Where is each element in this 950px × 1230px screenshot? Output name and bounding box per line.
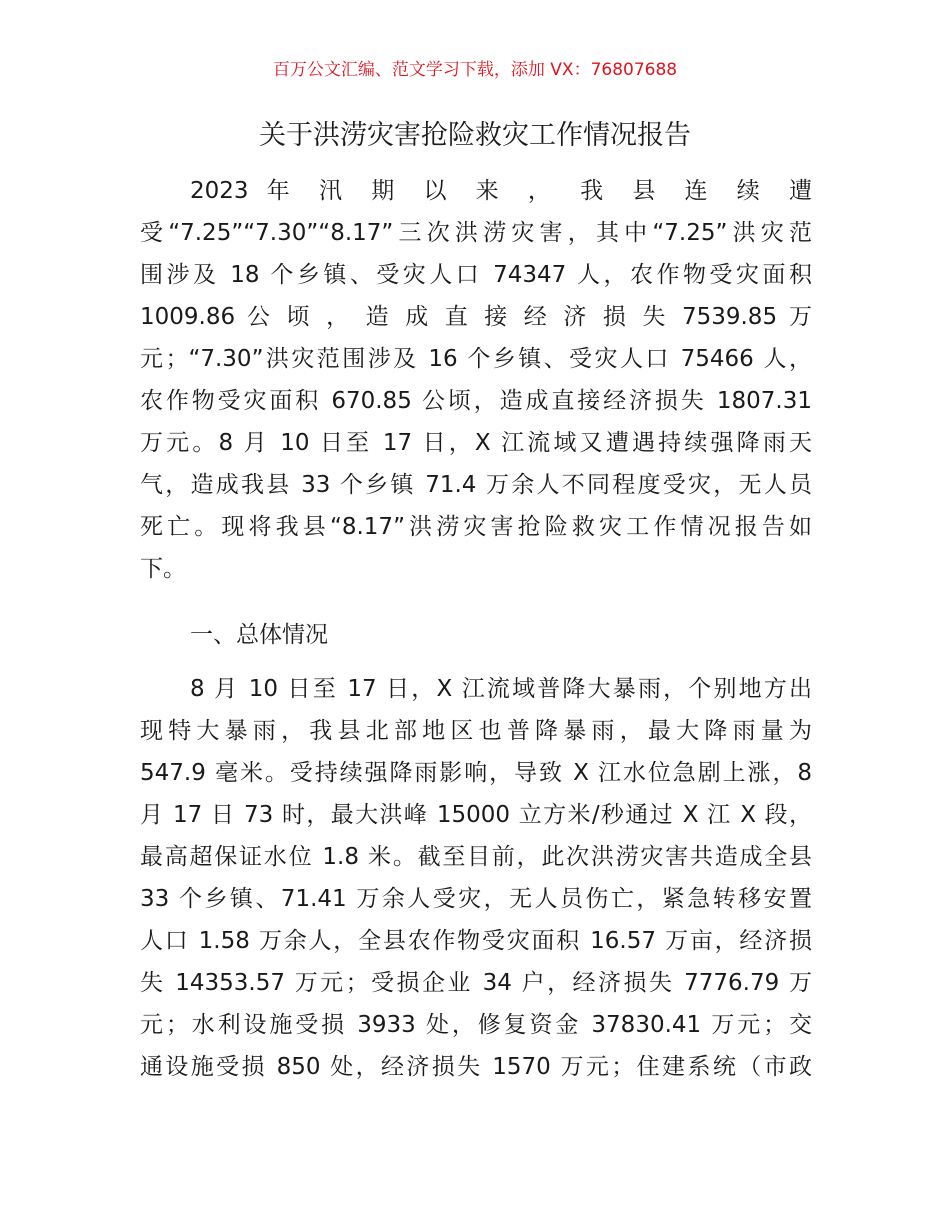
paragraph-line: 33 个乡镇、71.41 万余人受灾，无人员伤亡，紧急转移安置 xyxy=(140,886,812,912)
paragraph-line: 2023 年 汛 期 以 来 ， 我 县 连 续 遭 xyxy=(190,178,812,204)
section-paragraph xyxy=(140,668,812,1088)
header-banner: 百万公文汇编、范文学习下载，添加 VX：76807688 xyxy=(272,60,678,80)
paragraph-line: 死亡。现将我县“8.17”洪涝灾害抢险救灾工作情况报告如 xyxy=(140,514,812,540)
paragraph-line: 围涉及 18 个乡镇、受灾人口 74347 人，农作物受灾面积 xyxy=(140,262,812,288)
paragraph-line: 现特大暴雨，我县北部地区也普降暴雨，最大降雨量为 xyxy=(140,718,812,744)
paragraph-line: 最高超保证水位 1.8 米。截至目前，此次洪涝灾害共造成全县 xyxy=(140,844,812,870)
paragraph-line: 元；“7.30”洪灾范围涉及 16 个乡镇、受灾人口 75466 人， xyxy=(140,346,812,372)
paragraph-line: 547.9 毫米。受持续强降雨影响，导致 X 江水位急剧上涨，8 xyxy=(140,760,812,786)
paragraph-line: 农作物受灾面积 670.85 公顷，造成直接经济损失 1807.31 xyxy=(140,388,812,414)
section-heading xyxy=(140,614,812,656)
paragraph-line: 8 月 10 日至 17 日，X 江流域普降大暴雨，个别地方出 xyxy=(190,676,812,702)
paragraph-line: 元；水利设施受损 3933 处，修复资金 37830.41 万元；交 xyxy=(140,1012,812,1038)
document-title: 关于洪涝灾害抢险救灾工作情况报告 xyxy=(259,120,691,151)
section-heading-text: 一、总体情况 xyxy=(190,622,328,648)
paragraph-line: 受“7.25”“7.30”“8.17”三次洪涝灾害，其中“7.25”洪灾范 xyxy=(140,220,812,246)
paragraph-line: 下。 xyxy=(140,556,186,582)
paragraph-line: 万元。8 月 10 日至 17 日，X 江流域又遭遇持续强降雨天 xyxy=(140,430,812,456)
paragraph-line: 通设施受损 850 处，经济损失 1570 万元；住建系统（市政 xyxy=(140,1054,812,1080)
paragraph-line: 月 17 日 73 时，最大洪峰 15000 立方米/秒通过 X 江 X 段， xyxy=(140,802,812,828)
intro-paragraph xyxy=(140,170,812,590)
paragraph-line: 气，造成我县 33 个乡镇 71.4 万余人不同程度受灾，无人员 xyxy=(140,472,812,498)
paragraph-line: 人口 1.58 万余人，全县农作物受灾面积 16.57 万亩，经济损 xyxy=(140,928,812,954)
paragraph-line: 失 14353.57 万元；受损企业 34 户，经济损失 7776.79 万 xyxy=(140,970,812,996)
paragraph-line: 1009.86 公 顷 ， 造 成 直 接 经 济 损 失 7539.85 万 xyxy=(140,304,812,330)
